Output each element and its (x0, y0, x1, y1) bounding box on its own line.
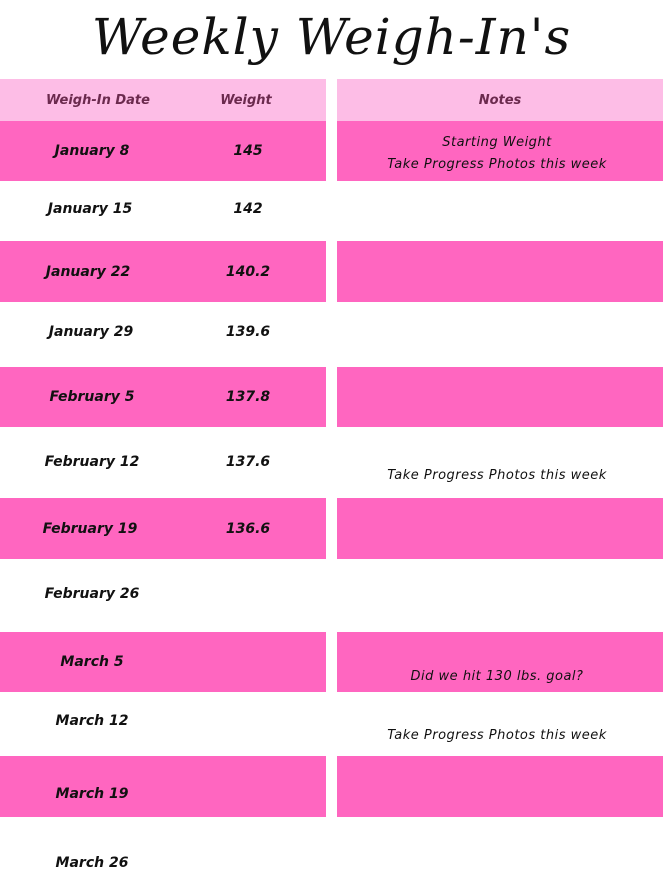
weight-cell: 136.6 (225, 520, 271, 537)
weight-cell: 145 (233, 143, 263, 159)
row-band-right (337, 498, 663, 559)
date-cell: March 12 (55, 713, 129, 729)
notes-cell (337, 121, 657, 187)
note-line: Take Progress Photos this week (387, 157, 607, 172)
date-cell: February 12 (44, 454, 140, 470)
date-cell: February 26 (44, 586, 140, 602)
date-cell: February 19 (42, 520, 138, 537)
row-band-right (337, 241, 663, 302)
row-band-right (337, 367, 663, 427)
column-header-date: Weigh-In Date (46, 92, 150, 108)
row-band-right (337, 756, 663, 817)
weight-cell: 140.2 (225, 263, 271, 280)
date-cell: March 5 (60, 654, 124, 670)
date-cell: February 5 (49, 389, 135, 405)
notes-cell: Take Progress Photos this week (387, 728, 607, 743)
column-header-notes: Notes (478, 92, 522, 108)
column-header-weight: Weight (220, 92, 272, 108)
weight-cell: 139.6 (225, 324, 271, 340)
notes-cell: Did we hit 130 lbs. goal? (410, 669, 584, 684)
weight-cell: 137.6 (225, 454, 271, 470)
note-line: Starting Weight (442, 135, 552, 150)
date-cell: March 19 (55, 786, 129, 802)
page-title: Weekly Weigh-In's (91, 8, 572, 66)
weight-cell: 142 (233, 201, 263, 217)
notes-cell: Take Progress Photos this week (387, 468, 607, 483)
date-cell: January 22 (45, 263, 131, 280)
date-cell: January 8 (54, 143, 130, 159)
date-cell: January 15 (47, 201, 133, 217)
date-cell: March 26 (55, 855, 129, 871)
date-cell: January 29 (48, 324, 134, 340)
weight-cell: 137.8 (225, 389, 271, 405)
